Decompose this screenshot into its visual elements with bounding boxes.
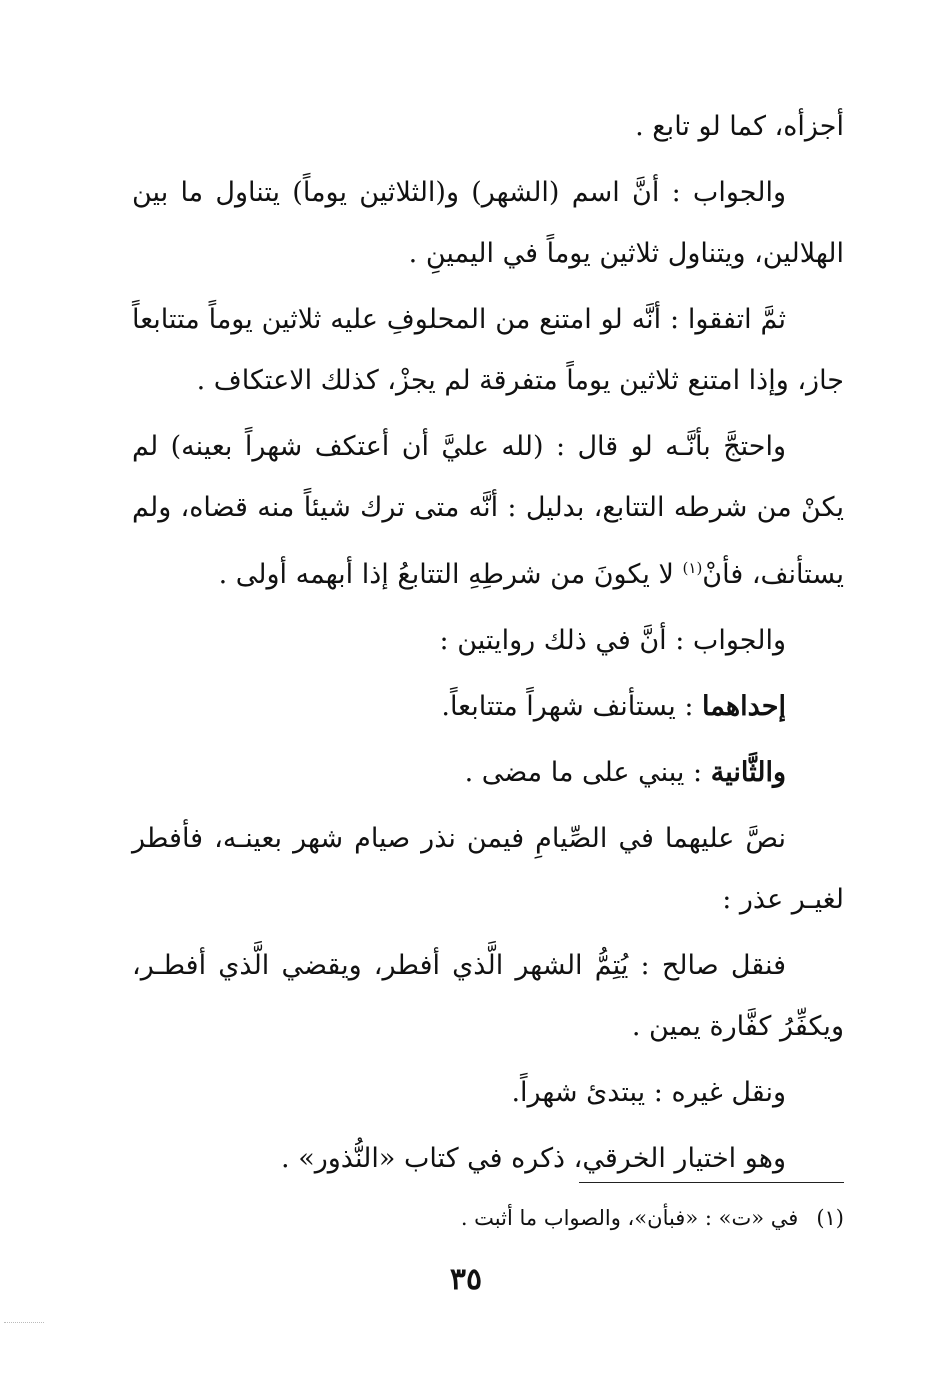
- paragraph-text: والجواب : أنَّ في ذلك روايتين :: [439, 625, 786, 656]
- main-text: [132, 96, 844, 1194]
- paragraph-9: [132, 935, 844, 1057]
- bold-heading: إحداهما: [702, 691, 786, 722]
- paragraph-text: فنقل صالح : يُتِمُّ الشهر الَّذي أفطر، ويقضي الَّذي أفطـر، ويكفِّرُ كفَّارة يمين .: [132, 950, 844, 1042]
- footnote-divider: [579, 1182, 844, 1183]
- bold-heading: والثَّانية: [710, 757, 786, 788]
- paragraph-5: [132, 610, 844, 671]
- footnote: [132, 1200, 844, 1236]
- paragraph-6: [132, 676, 844, 737]
- paragraph-1: [132, 96, 844, 157]
- paragraph-8: [132, 808, 844, 930]
- paragraph-4: [132, 416, 844, 605]
- footnote-reference[interactable]: (١): [682, 559, 703, 577]
- footnote-number: (١): [816, 1206, 844, 1230]
- paragraph-7: [132, 742, 844, 803]
- footnote-text: في «ت» : «فبأن»، والصواب ما أثبت .: [460, 1206, 799, 1230]
- paragraph-2: [132, 162, 844, 284]
- paragraph-text: ونقل غيره : يبتدئ شهراً.: [511, 1077, 786, 1108]
- paragraph-text: واحتجَّ بأنَّـه لو قال : (لله عليَّ أن أعتكف شهراً بعينه) لم يكنْ من شرطه التتابع، بدليل : أنَّه متى ترك شيئاً منه قضاه، ولم يستأنف، فأنْ: [132, 431, 844, 590]
- paragraph-3: [132, 289, 844, 411]
- paragraph-text: والجواب : أنَّ اسم (الشهر) و(الثلاثين يوماً) يتناول ما بين الهلالين، ويتناول ثلاثين يوماً في اليمينِ .: [132, 177, 844, 269]
- paragraph-text: نصَّ عليهما في الصِّيامِ فيمن نذر صيام شهر بعينـه، فأفطر لغيـر عذر :: [132, 823, 844, 915]
- paragraph-text: : يستأنف شهراً متتابعاً.: [441, 691, 703, 722]
- paragraph-text: أجزأه، كما لو تابع .: [635, 111, 844, 142]
- paragraph-text-continued: لا يكونَ من شرطِهِ التتابعُ إذا أبهمه أولى .: [218, 559, 674, 590]
- paragraph-text: : يبني على ما مضى .: [464, 757, 711, 788]
- paragraph-text: ثمَّ اتفقوا : أنَّه لو امتنع من المحلوفِ عليه ثلاثين يوماً متتابعاً جاز، وإذا امتنع ثلاثين يوماً متفرقة لم يجزْ، كذلك الاعتكاف .: [132, 304, 844, 396]
- paragraph-11: [132, 1128, 844, 1189]
- paragraph-10: [132, 1062, 844, 1123]
- paragraph-text: وهو اختيار الخرقي، ذكره في كتاب «النُّذور» .: [281, 1143, 786, 1174]
- page-number: ٣٥: [449, 1262, 483, 1297]
- scan-artifact: [4, 1322, 44, 1327]
